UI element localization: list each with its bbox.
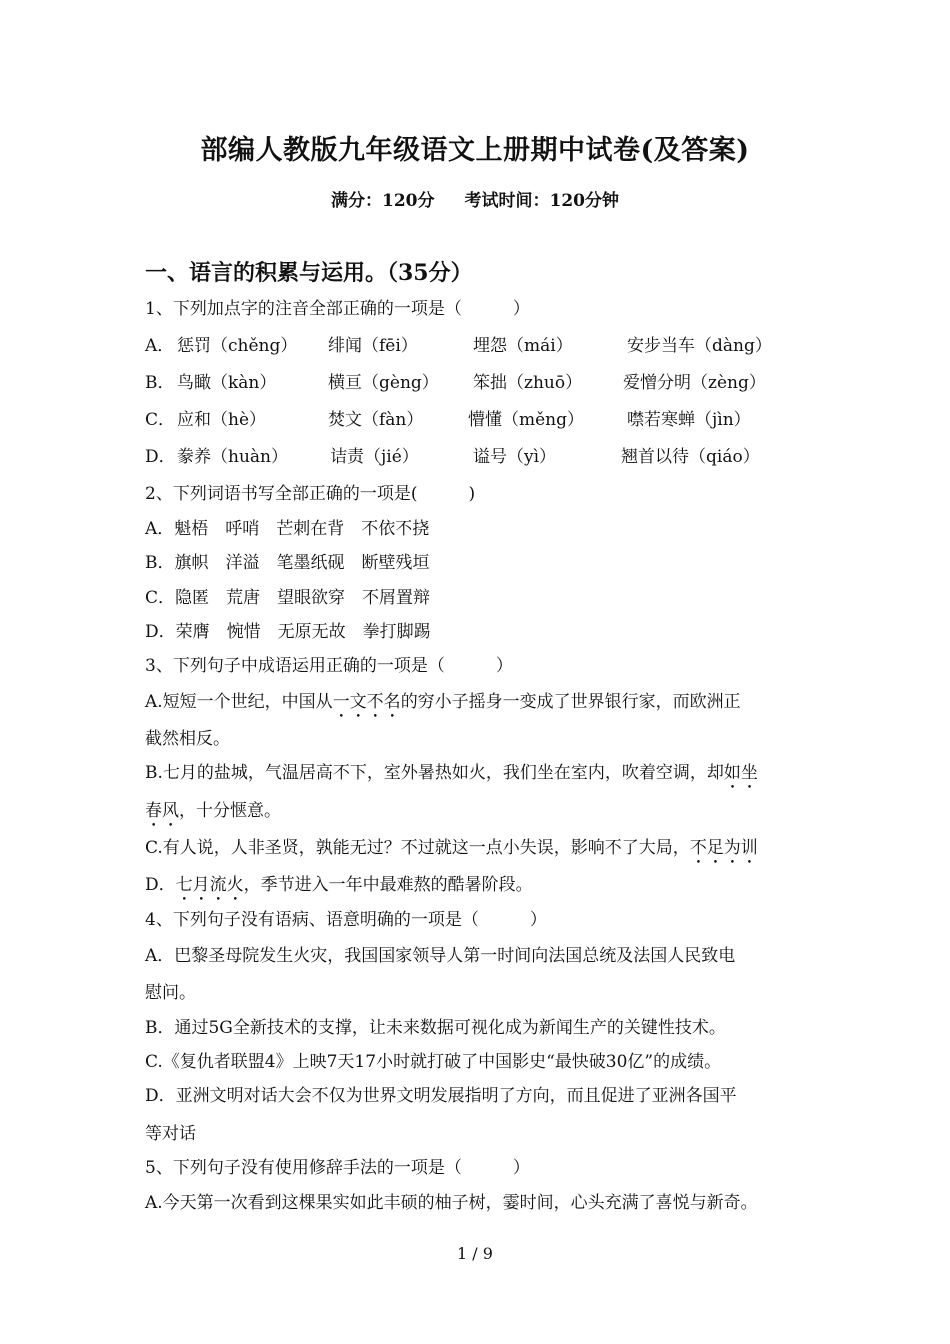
question-3-option-b — [145, 758, 758, 793]
dotted-idiom: 不足为训 — [689, 838, 758, 858]
option-item: 诘责（jié） — [330, 447, 419, 467]
section-heading: 一、语言的积累与运用。（35分） — [145, 260, 473, 286]
full-score: 满分：120分 — [331, 191, 435, 211]
question-2-option-b: B．旗帜 洋溢 笔墨纸砚 断壁残垣 — [145, 553, 430, 573]
page-title: 部编人教版九年级语文上册期中试卷(及答案) — [200, 135, 750, 166]
dotted-idiom: 春风 — [145, 801, 179, 821]
option-item: 豢养（huàn） — [177, 447, 288, 467]
question-3-option-d — [145, 870, 533, 905]
text: 的穷小子摇身一变成了世界银行家，而欧洲正 — [400, 692, 741, 712]
option-item: 焚文（fàn） — [328, 410, 424, 430]
option-item: 绯闻（fēi） — [328, 336, 418, 356]
option-item: 惩罚（chěng） — [177, 336, 298, 356]
text: C.有人说，人非圣贤，孰能无过？不过就这一点小失误，影响不了大局， — [145, 838, 690, 858]
question-2-option-d: D．荣膺 惋惜 无原无故 拳打脚踢 — [145, 622, 431, 642]
exam-time: 考试时间：120分钟 — [464, 191, 619, 211]
question-2-option-a: A．魁梧 呼哨 芒刺在背 不依不挠 — [145, 519, 430, 539]
question-4-option-a-cont: 慰问。 — [145, 983, 196, 1003]
option-item: 懵懂（měng） — [468, 410, 585, 430]
option-label: A． — [145, 336, 175, 356]
question-5-stem: 5、下列句子没有使用修辞手法的一项是（ ） — [145, 1158, 530, 1178]
question-4-option-d-cont: 等对话 — [145, 1124, 196, 1144]
question-5-option-a: A.今天第一次看到这棵果实如此丰硕的柚子树，霎时间，心头充满了喜悦与新奇。 — [145, 1193, 758, 1213]
text: B.七月的盐城，气温居高不下，室外暑热如火，我们坐在室内，吹着空调，却 — [145, 763, 724, 783]
option-item: 埋怨（mái） — [473, 336, 573, 356]
question-3-option-a — [145, 687, 741, 722]
question-4-stem: 4、下列句子没有语病、语意明确的一项是（ ） — [145, 910, 547, 930]
exam-info — [0, 186, 950, 211]
dotted-idiom: 一文不名 — [332, 692, 401, 712]
question-3-option-a-cont: 截然相反。 — [145, 729, 230, 749]
question-4-option-c: C.《复仇者联盟4》上映7天17小时就打破了中国影史“最快破30亿”的成绩。 — [145, 1052, 722, 1072]
option-item: 翘首以待（qiáo） — [621, 447, 760, 467]
option-label: D． — [145, 447, 176, 467]
question-2-option-c: C．隐匿 荒唐 望眼欲穿 不屑置辩 — [145, 588, 431, 608]
option-label: C． — [145, 410, 176, 430]
option-item: 笨拙（zhuō） — [473, 373, 583, 393]
question-4-option-d: D．亚洲文明对话大会不仅为世界文明发展指明了方向，而且促进了亚洲各国平 — [145, 1086, 737, 1106]
option-item: 横亘（gèng） — [328, 373, 439, 393]
text: ，季节进入一年中最难熬的酷暑阶段。 — [243, 875, 533, 895]
page-number: 1 / 9 — [457, 1244, 493, 1263]
question-4-option-b: B．通过5G全新技术的支撑，让未来数据可视化成为新闻生产的关键性技术。 — [145, 1018, 726, 1038]
option-item: 安步当车（dàng） — [627, 336, 772, 356]
option-item: 谥号（yì） — [473, 447, 557, 467]
option-item: 噤若寒蝉（jìn） — [627, 410, 751, 430]
question-3-option-b-cont — [145, 796, 281, 831]
option-item: 爱憎分明（zèng） — [623, 373, 766, 393]
question-3-option-c — [145, 833, 758, 868]
question-1-stem: 1、下列加点字的注音全部正确的一项是（ ） — [145, 299, 530, 319]
option-item: 鸟瞰（kàn） — [177, 373, 277, 393]
question-4-option-a: A．巴黎圣母院发生火灾，我国国家领导人第一时间向法国总统及法国人民致电 — [145, 946, 736, 966]
dotted-idiom: 如坐 — [723, 763, 758, 783]
question-3-stem: 3、下列句子中成语运用正确的一项是（ ） — [145, 656, 513, 676]
option-label: B． — [145, 373, 175, 393]
text: ，十分惬意。 — [179, 801, 281, 821]
question-2-stem: 2、下列词语书写全部正确的一项是( ) — [145, 484, 476, 504]
text: D． — [145, 875, 176, 895]
option-item: 应和（hè） — [177, 410, 267, 430]
text: A.短短一个世纪，中国从 — [145, 692, 333, 712]
dotted-idiom: 七月流火 — [175, 875, 244, 895]
